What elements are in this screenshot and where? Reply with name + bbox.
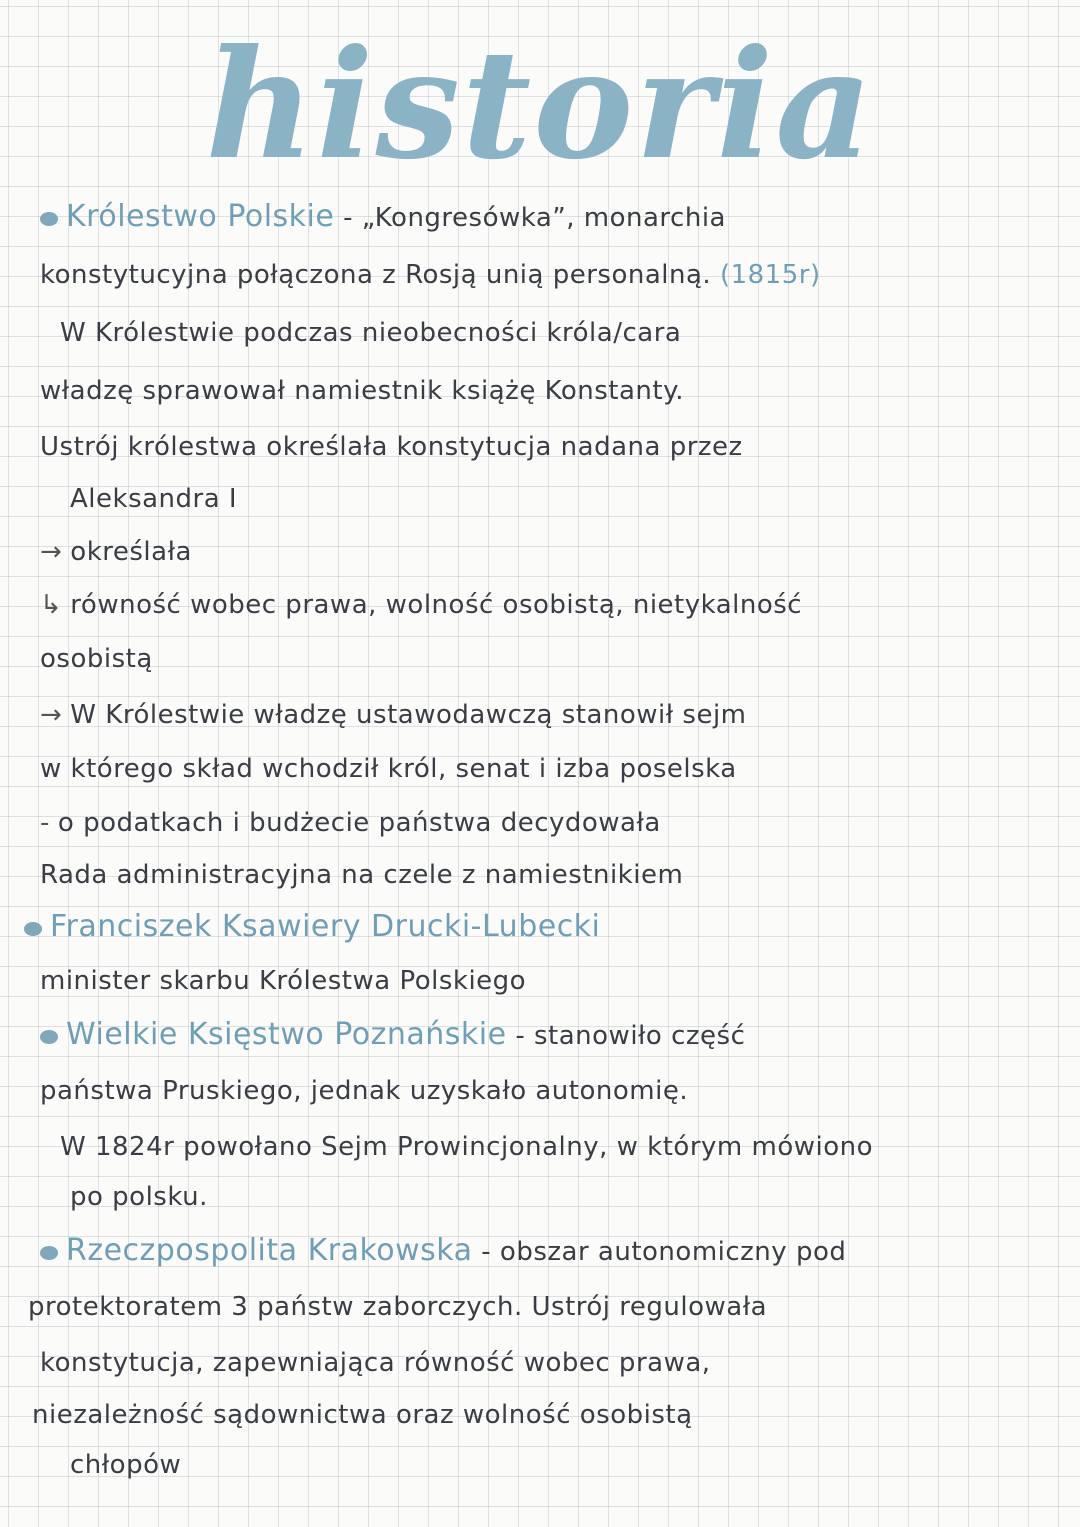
bullet-dot-icon [40,1246,58,1260]
section-heading: Wielkie Księstwo Poznańskie [66,1017,507,1052]
arrow-corner-icon: ↳ [40,590,63,620]
arrow-line [40,535,1030,569]
text-line: po polsku. [70,1182,208,1212]
text-line: władzę sprawował namiestnik książę Konstanty. [40,376,685,406]
text-line: osobistą [40,644,153,674]
text: - obszar autonomiczny pod [472,1237,847,1267]
text-line: Rada administracyjna na czele z namiestnikiem [40,860,684,890]
arrow-line [40,698,1030,732]
text: - „Kongresówka”, monarchia [334,203,726,233]
text-line: W Królestwie podczas nieobecności króla/cara [60,318,682,348]
arrow-line [40,588,1030,622]
text-line: protektoratem 3 państw zaborczych. Ustrój regulowała [28,1292,768,1322]
section-poznanskie-heading-line [40,1018,1030,1053]
text-line: w którego skład wchodził król, senat i izba poselska [40,754,737,784]
year-label: (1815r) [719,260,821,290]
dash-icon: - [40,808,50,838]
section-krakowska-heading-line [40,1234,1030,1269]
section-lubecki-heading-line [24,910,1014,945]
arrow-right-icon: → [40,537,63,567]
bullet-dot-icon [40,1030,58,1044]
section-heading: Królestwo Polskie [66,199,335,234]
text-line: chłopów [70,1450,182,1480]
bullet-dot-icon [40,212,58,226]
text: określała [70,537,192,567]
text-line: Ustrój królestwa określała konstytucja nadana przez [40,432,743,462]
arrow-right-icon: → [40,700,63,730]
text-line: konstytucja, zapewniająca równość wobec prawa, [40,1348,711,1378]
text: o podatkach i budżecie państwa decydowała [57,808,661,838]
text-line: minister skarbu Królestwa Polskiego [40,966,527,996]
text-line: państwa Pruskiego, jednak uzyskało autonomię. [40,1076,689,1106]
text-line: Aleksandra I [70,484,238,514]
text: W Królestwie władzę ustawodawczą stanowił sejm [70,700,747,730]
text: równość wobec prawa, wolność osobistą, nietykalność [70,590,803,620]
text: konstytucyjna połączona z Rosją unią personalną. [40,260,712,290]
text-line: niezależność sądownictwa oraz wolność osobistą [32,1400,693,1430]
section-krolestwo-heading-line [40,200,1030,235]
section-heading: Franciszek Ksawiery Drucki-Lubecki [50,909,601,944]
text-line: W 1824r powołano Sejm Prowincjonalny, w którym mówiono [60,1132,874,1162]
page-title: historia [205,17,875,193]
section-heading: Rzeczpospolita Krakowska [66,1233,473,1268]
text: - stanowiło część [506,1021,746,1051]
text-line [40,258,1030,292]
dash-line [40,806,1030,840]
bullet-dot-icon [24,922,42,936]
